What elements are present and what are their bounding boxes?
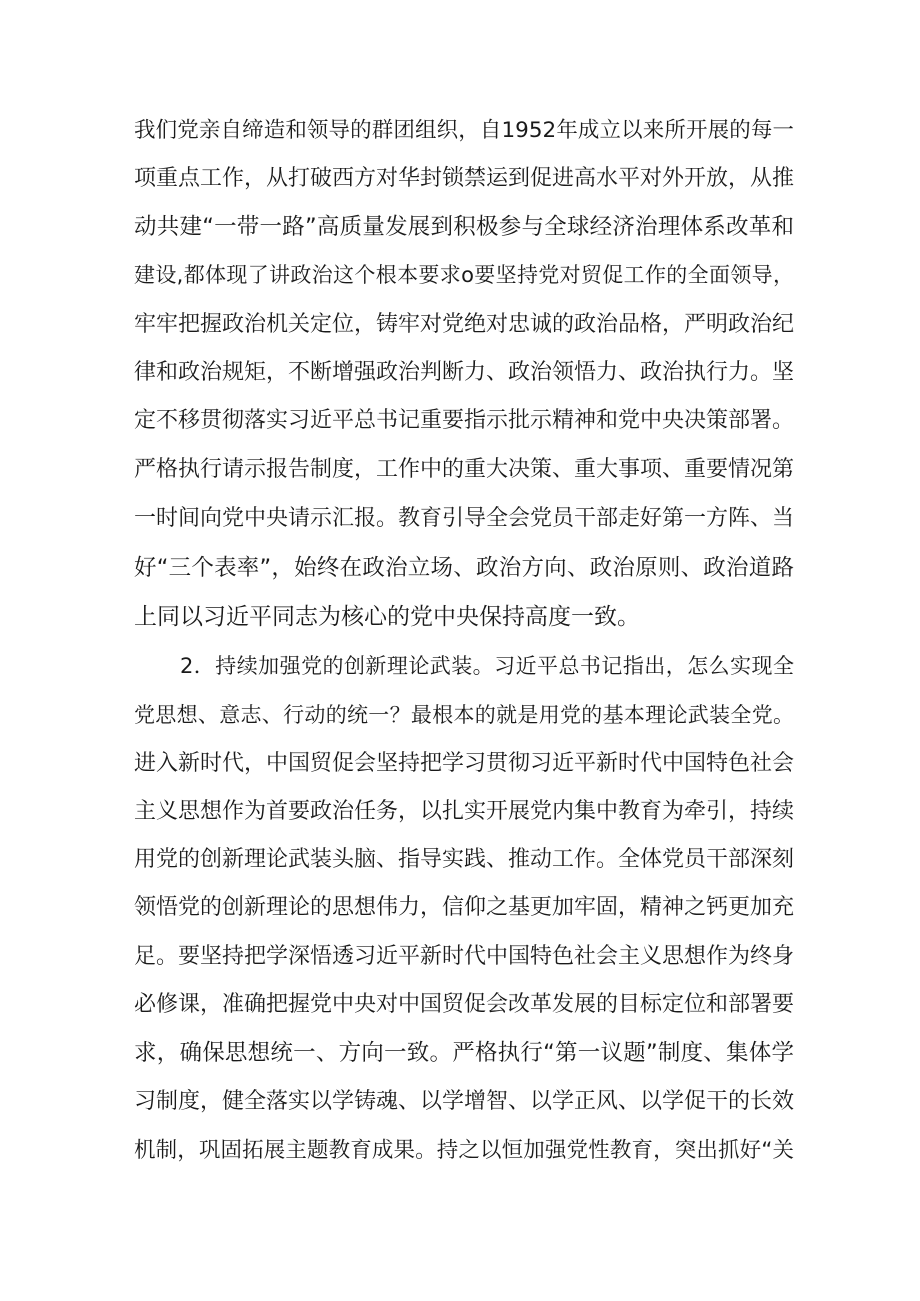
text-line: 机制，巩固拓展主题教育成果。持之以恒加强党性教育，突出抓好“关 [134,1138,794,1163]
text-line: 定不移贯彻落实习近平总书记重要指示批示精神和党中央决策部署。 [134,408,795,433]
text-line: 我们党亲自缔造和领导的群团组织，自1952年成立以来所开展的每一 [134,118,794,143]
text-line: 严格执行请示报告制度，工作中的重大决策、重大事项、重要情况第 [134,457,795,482]
text-line: 党思想、意志、行动的统一？最根本的就是用党的基本理论武装全党。 [134,703,794,727]
text-line: 进入新时代，中国贸促会坚持把学习贯彻习近平新时代中国特色社会 [134,751,795,776]
text-line: 项重点工作，从打破西方对华封锁禁运到促进高水平对外开放，从推 [134,166,795,191]
text-line: 足。要坚持把学深悟透习近平新时代中国特色社会主义思想作为终身 [134,944,795,969]
text-line: 求，确保思想统一、方向一致。严格执行“第一议题”制度、集体学 [134,1040,794,1066]
text-line: 牢牢把握政治机关定位，铸牢对党绝对忠诚的政治品格，严明政治纪 [134,312,795,337]
text-line: 好“三个表率”，始终在政治立场、政治方向、政治原则、政治道路 [134,555,794,581]
text-line: 领悟党的创新理论的思想伟力，信仰之基更加牢固，精神之钙更加充 [134,895,795,920]
text-line: 主义思想作为首要政治任务，以扎实开展党内集中教育为牵引，持续 [134,799,795,824]
text-line: 建设,都体现了讲政治这个根本要求o要坚持党对贸促工作的全面领导， [134,263,794,287]
text-line: 律和政治规矩，不断增强政治判断力、政治领悟力、政治执行力。坚 [134,360,795,385]
text-line: 用党的创新理论武装头脑、指导实践、推动工作。全体党员干部深刻 [134,847,795,872]
text-line: 上同以习近平同志为核心的党中央保持高度一致。 [134,604,640,630]
text-line: 必修课，准确把握党中央对中国贸促会改革发展的目标定位和部署要 [134,992,795,1017]
text-line: 2．持续加强党的创新理论武装。习近平总书记指出，怎么实现全 [180,654,794,678]
text-line: 习制度，健全落实以学铸魂、以学增智、以学正风、以学促干的长效 [134,1089,795,1114]
text-line: 动共建“一带一路”高质量发展到积极参与全球经济治理体系改革和 [134,214,794,240]
text-line: 一时间向党中央请示汇报。教育引导全会党员干部走好第一方阵、当 [134,506,795,531]
